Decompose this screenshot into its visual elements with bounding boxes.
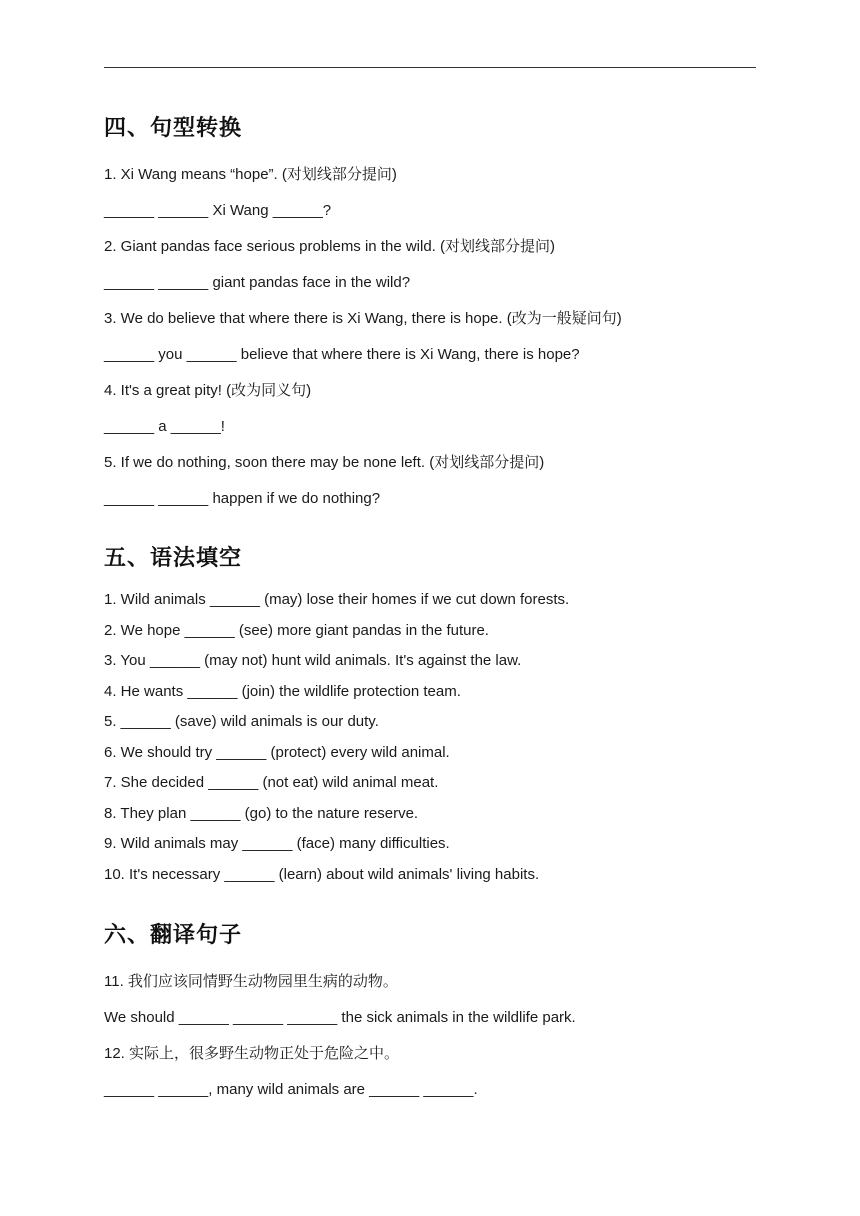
question-4-1: 1. Xi Wang means “hope”. (对划线部分提问) [104, 166, 397, 183]
answer-line-4-4: ______ a ______! [104, 418, 225, 435]
translation-answer-12: ______ ______, many wild animals are ______ ______. [104, 1081, 478, 1098]
grammar-item-6: 6. We should try ______ (protect) every wild animal. [104, 744, 450, 761]
grammar-item-2: 2. We hope ______ (see) more giant pandas in the future. [104, 622, 489, 639]
translation-prompt-11: 11. 我们应该同情野生动物园里生病的动物。 [104, 973, 398, 990]
translation-answer-11: We should ______ ______ ______ the sick animals in the wildlife park. [104, 1009, 576, 1026]
grammar-item-8: 8. They plan ______ (go) to the nature reserve. [104, 805, 419, 822]
grammar-item-10: 10. It's necessary ______ (learn) about wild animals' living habits. [104, 866, 540, 883]
answer-line-4-3: ______ you ______ believe that where there is Xi Wang, there is hope? [104, 346, 580, 363]
section-heading-grammar-fill: 五、语法填空 [104, 546, 243, 571]
grammar-item-1: 1. Wild animals ______ (may) lose their homes if we cut down forests. [104, 591, 570, 608]
grammar-item-7: 7. She decided ______ (not eat) wild animal meat. [104, 774, 439, 791]
question-4-2: 2. Giant pandas face serious problems in the wild. (对划线部分提问) [104, 238, 556, 255]
answer-line-4-1: ______ ______ Xi Wang ______? [104, 202, 332, 219]
section-heading-sentence-transformation: 四、句型转换 [104, 116, 243, 141]
translation-prompt-12: 12. 实际上，很多野生动物正处于危险之中。 [104, 1045, 400, 1062]
grammar-item-9: 9. Wild animals may ______ (face) many difficulties. [104, 835, 450, 852]
grammar-item-3: 3. You ______ (may not) hunt wild animals. It's against the law. [104, 652, 522, 669]
question-4-3: 3. We do believe that where there is Xi Wang, there is hope. (改为一般疑问句) [104, 310, 622, 327]
question-4-4: 4. It's a great pity! (改为同义句) [104, 382, 312, 399]
answer-line-4-2: ______ ______ giant pandas face in the wild? [104, 274, 411, 291]
question-4-5: 5. If we do nothing, soon there may be none left. (对划线部分提问) [104, 454, 545, 471]
grammar-item-5: 5. ______ (save) wild animals is our duty. [104, 713, 379, 730]
header-rule [104, 67, 756, 68]
grammar-item-4: 4. He wants ______ (join) the wildlife protection team. [104, 683, 461, 700]
section-heading-translation: 六、翻译句子 [104, 923, 243, 948]
answer-line-4-5: ______ ______ happen if we do nothing? [104, 490, 381, 507]
